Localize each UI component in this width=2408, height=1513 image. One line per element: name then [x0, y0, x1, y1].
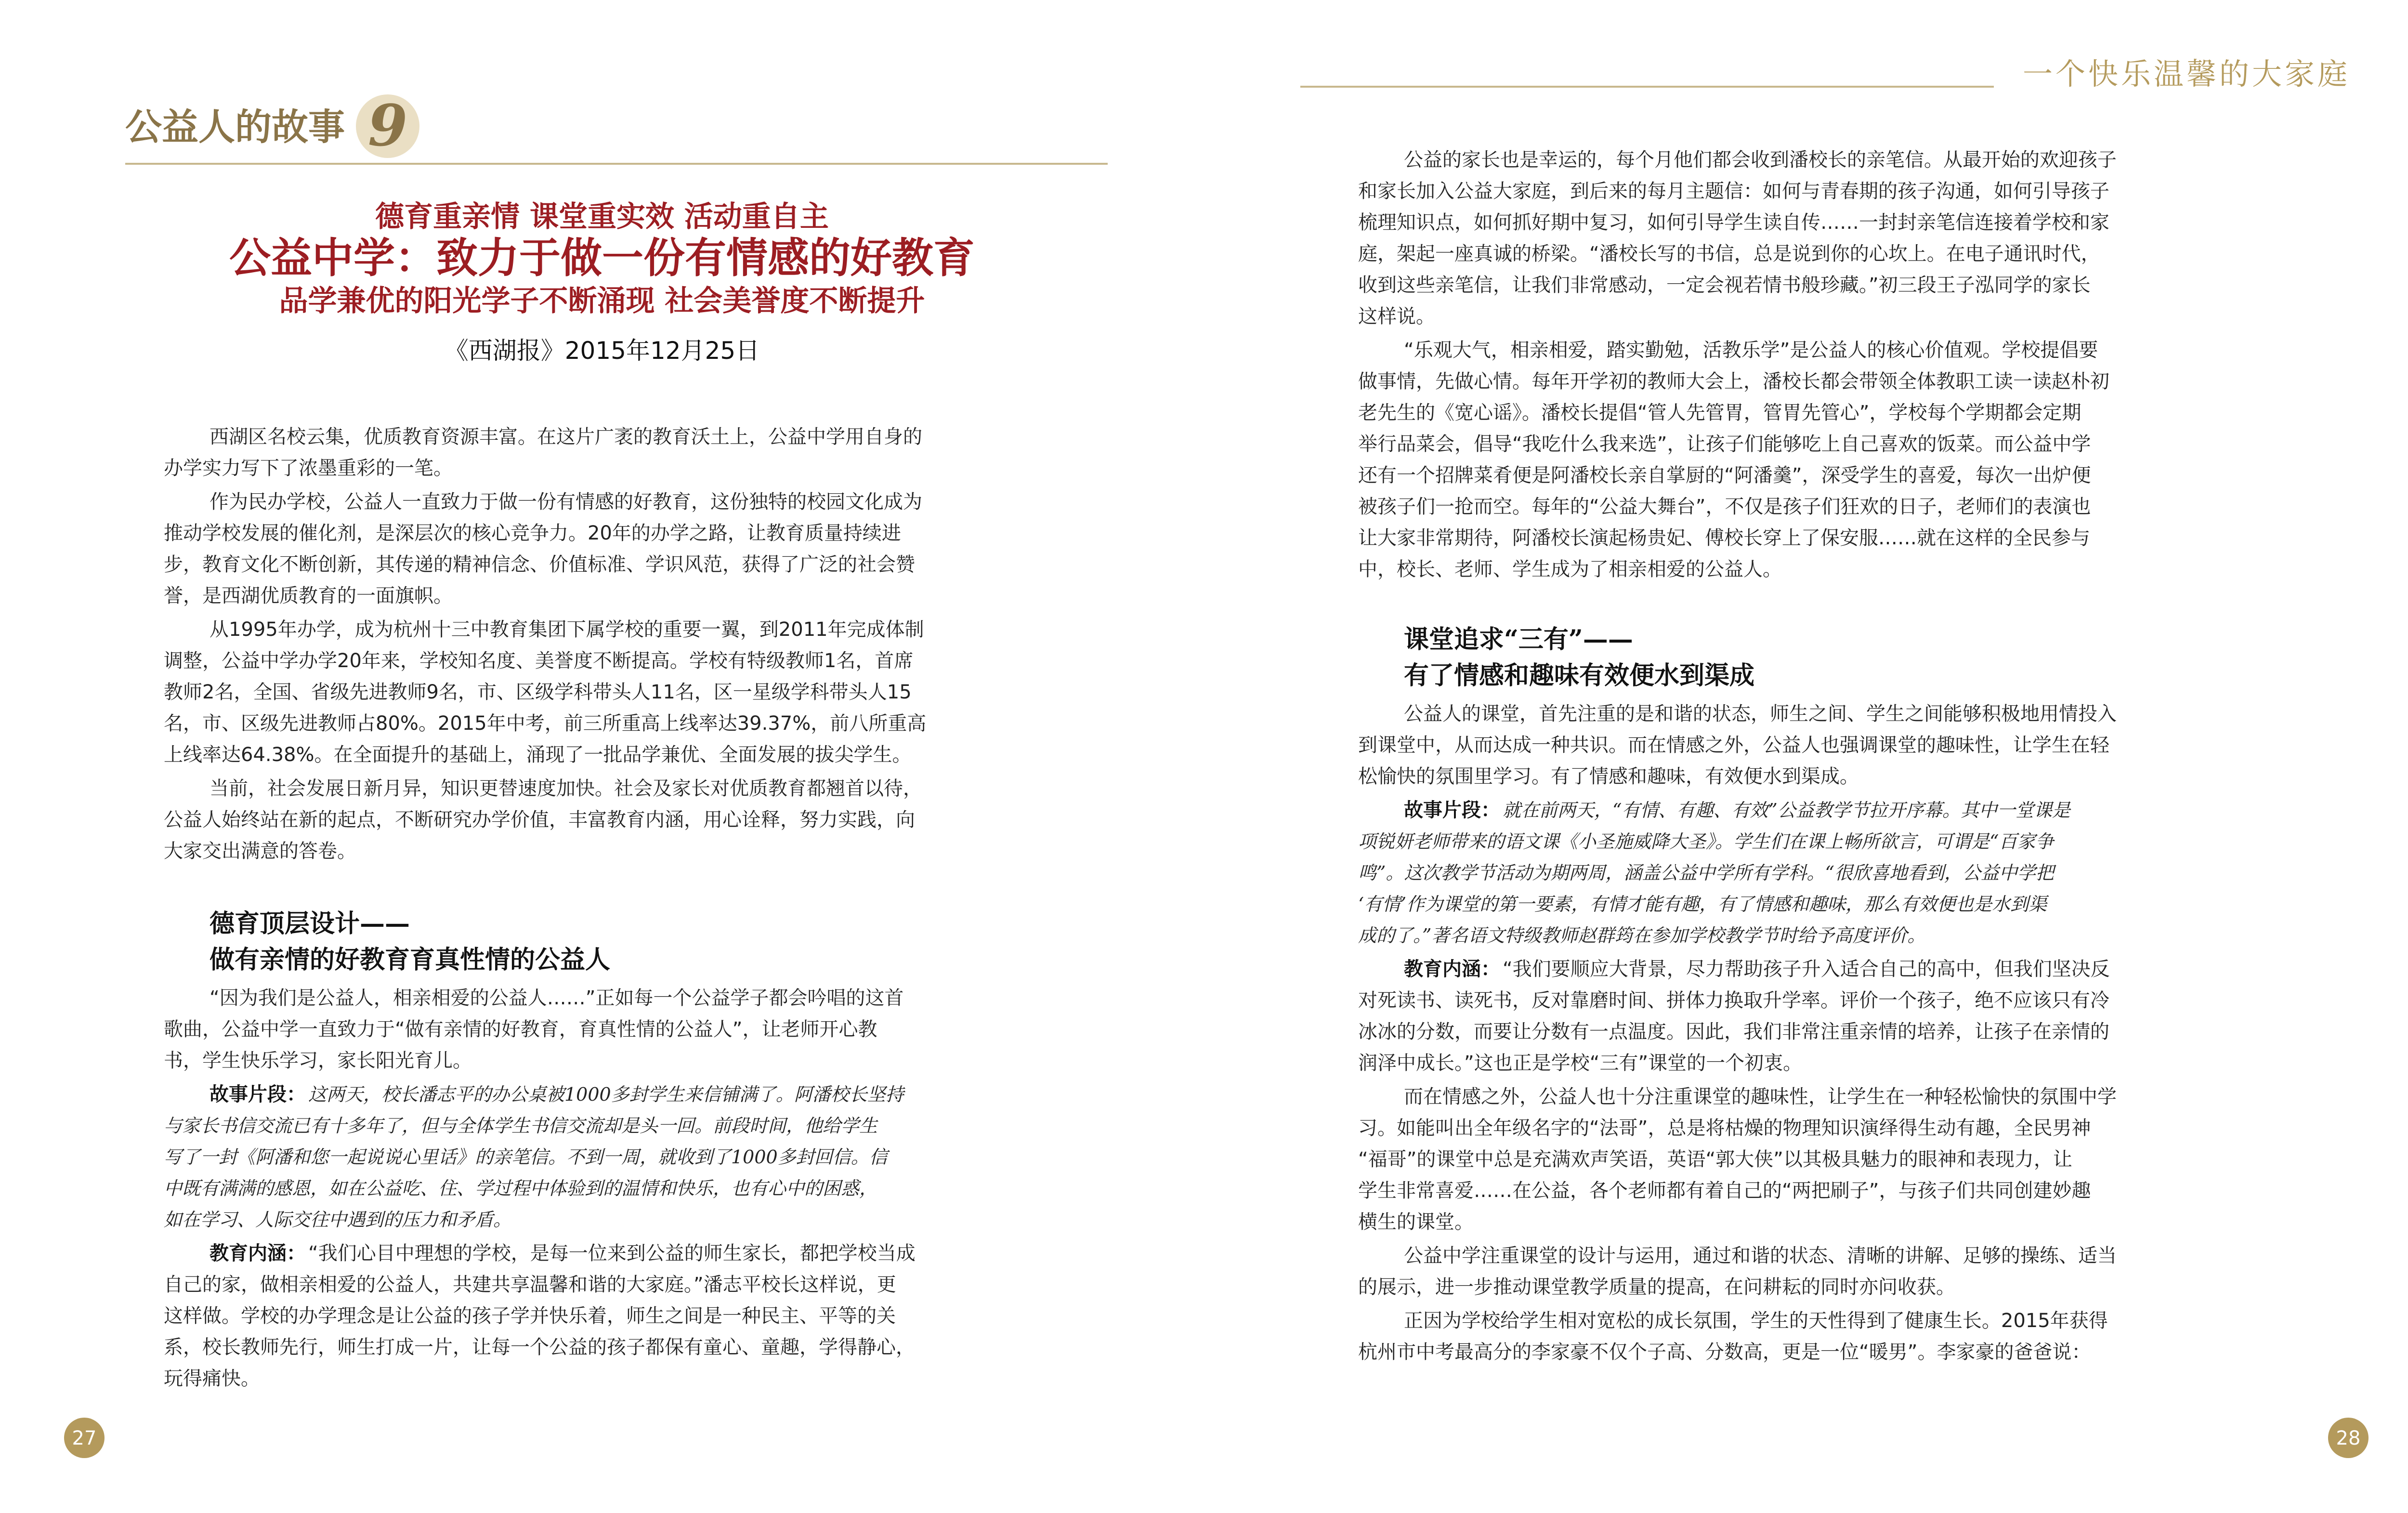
right-story-text: 就在前两天，“有情、有趣、有效”公益教学节拉开序幕。其中一堂课是 项锐妍老师带来的语文课《小圣施威降大圣》。学生们在课上畅所欲言，可谓是“百家争 鸣”。这次教学节活动为期两周，涵盖公益中学所有学科。“很欣喜地看到，公益中学把 ‘有情’作为课堂的第一要素，有情才能有趣，有了情感和趣味，那么有效便也是水到渠 成的了。”著名语文特级教师赵群筠在参加学校教学节时给予高度评价。: [1358, 800, 2070, 946]
left-paragraph-4: 当前，社会发展日新月异，知识更替速度加快。社会及家长对优质教育都翘首以待， 公益人始终站在新的起点，不断研究办学价值，丰富教育内涵，用心诠释，努力实践，向 大家交出满意的答卷。: [164, 777, 922, 862]
page-number-left-text: 27: [72, 1427, 97, 1449]
page-number-right-text: 28: [2336, 1427, 2361, 1449]
left-story-text: 这两天，校长潘志平的办公桌被1000多封学生来信铺满了。阿潘校长坚持 与家长书信交流已有十多年了，但与全体学生书信交流却是头一回。前段时间，他给学生 写了一封《阿潘和您一起说说心里话》的亲笔信。不到一周，就收到了1000多封回信。信 中既有满满的感恩，如在公益吃、住、学过程中体验到的温情和快乐，也有心中的困惑， 如在学习、人际交往中遇到的压力和矛盾。: [164, 1084, 904, 1230]
page-number-left: [64, 1418, 105, 1458]
left-story-label: 故事片段：: [209, 1083, 306, 1105]
left-section-heading-line-1: 德育顶层设计——: [209, 909, 410, 938]
left-paragraph-2: 作为民办学校，公益人一直致力于做一份有情感的好教育，这份独特的校园文化成为 推动学校发展的催化剂，是深层次的核心竞争力。20年的办学之路，让教育质量持续进 步，教育文化不断创新，其传递的精神信念、价值标准、学识风范，获得了广泛的社会赞 誉，是西湖优质教育的一面旗帜。: [164, 491, 922, 607]
right-paragraph-5: 公益中学注重课堂的设计与运用，通过和谐的状态、清晰的讲解、足够的操练、适当 的展示，进一步推动课堂教学质量的提高，在问耕耘的同时亦问收获。: [1358, 1245, 2117, 1298]
right-edu-text: “我们要顺应大背景，尽力帮助孩子升入适合自己的高中，但我们坚决反 对死读书、读死书，反对靠磨时间、拼体力换取升学率。评价一个孩子，绝不应该只有冷 冰冰的分数，而要让分数有一点温度。因此，我们非常注重亲情的培养，让孩子在亲情的 润泽中成长。”这也正是学校“三有”课堂的一个初衷。: [1358, 958, 2110, 1074]
left-section-heading-line-2: 做有亲情的好教育育真性情的公益人: [209, 945, 611, 974]
right-section-heading-line-1: 课堂追求“三有”——: [1404, 625, 1633, 654]
article-subtitle-1: 德育重亲情 课堂重实效 活动重自主: [375, 200, 829, 234]
right-paragraph-3: 公益人的课堂，首先注重的是和谐的状态，师生之间、学生之间能够积极地用情投入 到课堂中，从而达成一种共识。而在情感之外，公益人也强调课堂的趣味性，让学生在轻 松愉快的氛围里学习。有了情感和趣味，有效便水到渠成。: [1358, 703, 2117, 788]
right-paragraph-2: “乐观大气，相亲相爱，踏实勤勉，活教乐学”是公益人的核心价值观。学校提倡要 做事情，先做心情。每年开学初的教师大会上，潘校长都会带领全体教职工读一读赵朴初 老先生的《宽心谣》。潘校长提倡“管人先管胃，管胃先管心”，学校每个学期都会定期 举行品菜会，倡导“我吃什么我来选”，让孩子们能够吃上自己喜欢的饭菜。而公益中学 还有一个招牌菜肴便是阿潘校长亲自掌厨的“阿潘羹”，深受学生的喜爱，每次一出炉便 被孩子们一抢而空。每年的“公益大舞台”，不仅是孩子们狂欢的日子，老师们的表演也 让大家非常期待，阿潘校长演起杨贵妃、傅校长穿上了保安服……就在这样的全民参与 中，校长、老师、学生成为了相亲相爱的公益人。: [1358, 339, 2109, 580]
left-edu-text: “我们心目中理想的学校，是每一位来到公益的师生家长，都把学校当成 自己的家，做相亲相爱的公益人，共建共享温馨和谐的大家庭。”潘志平校长这样说，更 这样做。学校的办学理念是让公益的孩子学并快乐着，师生之间是一种民主、平等的关 系，校长教师先行，师生打成一片，让每一个公益的孩子都保有童心、童趣，学得静心， 玩得痛快。: [164, 1242, 916, 1390]
left-paragraph-3: 从1995年办学，成为杭州十三中教育集团下属学校的重要一翼，到2011年完成体制 调整，公益中学办学20年来，学校知名度、美誉度不断提高。学校有特级教师1名，首席 教师2名，全国、省级先进教师9名，市、区级学科带头人11名，区一星级学科带头人15 名，市、区级先进教师占80%。2015年中考，前三所重高上线率达39.37%，前八所重高 上线率达64.38%。在全面提升的基础上，涌现了一批品学兼优、全面发展的拔尖学生。: [164, 618, 927, 766]
right-section-heading-line-2: 有了情感和趣味有效便水到渠成: [1404, 661, 1755, 690]
article-title: 公益中学：致力于做一份有情感的好教育: [229, 234, 975, 282]
article-source: 《西湖报》2015年12月25日: [444, 337, 760, 365]
series-number: 9: [367, 92, 408, 159]
right-paragraph-1: 公益的家长也是幸运的，每个月他们都会收到潘校长的亲笔信。从最开始的欢迎孩子 和家长加入公益大家庭，到后来的每月主题信：如何与青春期的孩子沟通，如何引导孩子 梳理知识点，如何抓好期中复习，如何引导学生读自传……一封封亲笔信连接着学校和家 庭，架起一座真诚的桥梁。“潘校长写的书信，总是说到你的心坎上。在电子通讯时代， 收到这些亲笔信，让我们非常感动，一定会视若情书般珍藏。”初三段王子泓同学的家长 这样说。: [1358, 149, 2117, 328]
article-subtitle-2: 品学兼优的阳光学子不断涌现 社会美誉度不断提升: [279, 284, 925, 318]
left-paragraph-1: 西湖区名校云集，优质教育资源丰富。在这片广袤的教育沃土上，公益中学用自身的 办学实力写下了浓墨重彩的一笔。: [164, 426, 922, 479]
left-paragraph-5: “因为我们是公益人，相亲相爱的公益人……”正如每一个公益学子都会吟唱的这首 歌曲，公益中学一直致力于“做有亲情的好教育，育真性情的公益人”，让老师开心教 书，学生快乐学习，家长阳光育儿。: [164, 987, 904, 1072]
right-edu-label: 教育内涵：: [1404, 958, 1500, 980]
right-paragraph-4: 而在情感之外，公益人也十分注重课堂的趣味性，让学生在一种轻松愉快的氛围中学 习。如能叫出全年级名字的“法哥”，总是将枯燥的物理知识演绎得生动有趣，全民男神 “福哥”的课堂中总是充满欢声笑语，英语“郭大侠”以其极具魅力的眼神和表现力，让 学生非常喜爱……在公益，各个老师都有着自己的“两把刷子”，与孩子们共同创建妙趣 横生的课堂。: [1358, 1086, 2117, 1233]
right-paragraph-6: 正因为学校给学生相对宽松的成长氛围，学生的天性得到了健康生长。2015年获得 杭州市中考最高分的李家豪不仅个子高、分数高，更是一位“暖男”。李家豪的爸爸说：: [1358, 1310, 2108, 1363]
left-edu-label: 教育内涵：: [209, 1242, 306, 1264]
right-story-label: 故事片段：: [1404, 799, 1500, 821]
page-number-right: [2328, 1418, 2369, 1458]
running-header: 一个快乐温馨的大家庭: [2022, 56, 2350, 92]
series-title: 公益人的故事: [125, 105, 345, 148]
